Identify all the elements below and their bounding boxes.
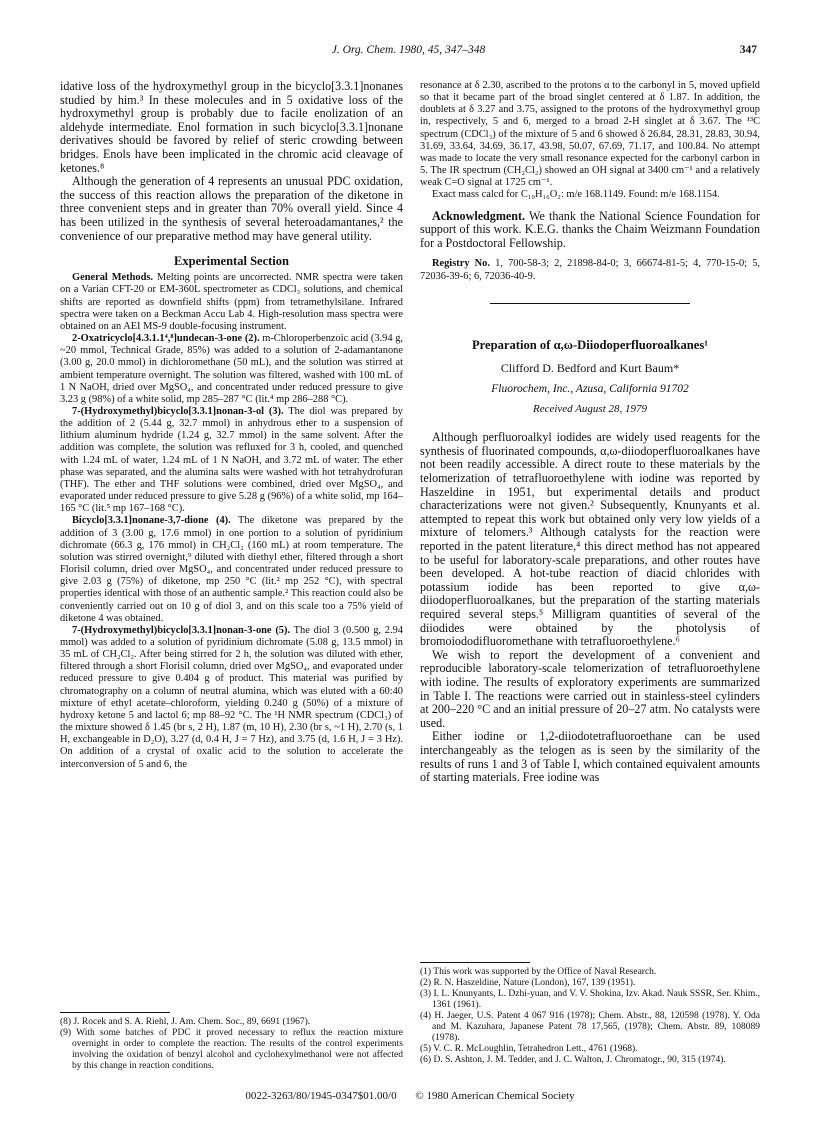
paragraph-text: We thank the National Science Foundation for support of this work. K.E.G. thanks the Chaim Weizmann Foundation for a Postdoctoral Fellowship. — [420, 208, 760, 250]
footnote: (6) D. S. Ashton, J. M. Tedder, and J. C. Walton, J. Chromatogr., 90, 315 (1974). — [420, 1055, 726, 1065]
page-footer — [60, 1090, 760, 1102]
registry-paragraph — [420, 258, 760, 282]
footnote: (9) With some batches of PDC it proved necessary to reflux the reaction mixture overnight in order to complete the reaction. The results of the control experiments involving the oxidation of benzyl alcohol and cyclohexylmethanol were not affected by this change in reaction conditions. — [60, 1028, 403, 1071]
page-number: 347 — [739, 44, 757, 56]
article-body-paragraph: We wish to report the development of a convenient and reproducible laboratory-scale telomerization of tetrafluoroethylene with iodine. The results of exploratory experiments are summarized in Table I. The reactions were carried out in stainless-steel cylinders at 200–220 °C and an initial pressure of 20–27 atm. No catalysts were used. — [420, 647, 760, 730]
journal-code: 0022-3263/80/1945-0347$01.00/0 — [245, 1090, 397, 1102]
journal-citation: J. Org. Chem. 1980, 45, 347–348 — [331, 44, 486, 56]
paragraph-heading: 7-(Hydroxymethyl)bicyclo[3.3.1]nonan-3-one (5). — [72, 624, 291, 636]
footnote-divider — [60, 1012, 170, 1013]
left-column — [60, 80, 403, 771]
paragraph-text: 1, 700-58-3; 2, 21898-84-0; 3, 66674-81-5; 4, 770-15-0; 5, 72036-39-6; 6, 72036-40-9. — [420, 258, 760, 282]
article-body-paragraph: Although perfluoroalkyl iodides are widely used reagents for the synthesis of fluorinated compounds, α,ω-diiodoperfluoroalkanes have not been readily accessible. A direct route to these materials by the telomerization of tetrafluoroethylene with iodine was reported by Haszeldine in 1951, but experimental details and product characterizations were not given.² Subsequently, Knunyants et al. attempted to repeat this work but obtained only very low yields of a mixture of telomers.³ Although catalysts for the reaction were reported in the patent literature,⁴ this direct method has not appeared to be useful for laboratory-scale preparations, and other routes have been developed. A hot-tube reaction of diacid chlorides with potassium iodide has been reported to give α,ω-diiodoperfluoroalkanes, but the preparation of the starting materials required several steps.⁵ Milligram quantities of several of the diiodides were obtained by the photolysis of bromoiododifluoromethane with tetrafluoroethylene.⁶ — [420, 430, 760, 649]
article-received-date: Received August 28, 1979 — [532, 403, 648, 416]
procedure-paragraph — [60, 625, 403, 771]
page-header — [60, 44, 757, 62]
paragraph-heading: 2-Oxatricyclo[4.3.1.1⁴,⁸]undecan-3-one (2). — [72, 333, 260, 345]
paragraph-heading: Bicyclo[3.3.1]nonane-3,7-dione (4). — [72, 515, 231, 527]
paragraph-text: Melting points are uncorrected. NMR spectra were taken on a Varian CFT-20 or EM-360L spectrometer as CDCl₃ solutions, and chemical shifts are reported as downfield shifts (ppm) from tetramethylsilane. Infrared spectra were taken on a Beckman Accu Lab 4. High-resolution mass spectra were obtained on an AEI MS-9 double-focusing instrument. — [60, 272, 403, 332]
right-column — [420, 80, 760, 785]
footnote-divider — [420, 962, 530, 963]
article-authors: Clifford D. Bedford and Kurt Baum* — [500, 360, 680, 375]
footnote: (3) I. L. Knunyants, L. Dzhi-yuan, and V. V. Shokina, Izv. Akad. Nauk SSSR, Ser. Khim., 1361 (1961). — [420, 989, 760, 1010]
mass-spec-paragraph: Exact mass calcd for C₁₀H₁₆O₂: m/e 168.1149. Found: m/e 168.1154. — [432, 189, 720, 201]
acknowledgment-paragraph — [420, 210, 760, 251]
left-footnotes — [60, 1012, 403, 1072]
right-footnotes — [420, 962, 760, 1066]
paragraph-text: m-Chloroperbenzoic acid (3.94 g, ~20 mmol, Technical Grade, 85%) was added to a solution of 2-adamantanone (3.00 g, 20.0 mmol) in dichloromethane (50 mL), and the solution was stirred at ambient temperature overnight. The solution was filtered, washed with 100 mL of 1 N NaOH, dried over MgSO₄, and concentrated under reduced pressure to give 3.23 g (98%) of a white solid, mp 285–287 °C (lit.⁴ mp 286–288 °C). — [60, 333, 403, 405]
footnote: (2) R. N. Haszeldine, Nature (London), 167, 139 (1951). — [420, 978, 636, 988]
intro-paragraph-2: Although the generation of 4 represents an unusual PDC oxidation, the success of this reaction allows the preparation of the diketone in three convenient steps and in greater than 70% overall yield. Since 4 has been utilized in the synthesis of several heteroadamantanes,² the convenience of our preparative method may have general utility. — [60, 174, 403, 243]
experimental-section-heading: Experimental Section — [174, 254, 289, 269]
article-affiliation: Fluorochem, Inc., Azusa, California 91702 — [491, 382, 689, 395]
paragraph-heading: Acknowledgment. — [432, 208, 526, 223]
procedure-paragraph — [60, 515, 403, 624]
footnote: (5) V. C. R. McLoughlin, Tetrahedron Lett., 4761 (1968). — [420, 1044, 638, 1054]
paragraph-text: The diketone was prepared by the addition of 3 (3.00 g, 17.6 mmol) in one portion to a solution of pyridinium dichromate (66.3 g, 176 mmol) in CH₂Cl₂ (160 mL) at room temperature. The solution was stirred overnight,⁹ diluted with diethyl ether, filtered through a short Florisil column, dried over MgSO₄, and concentrated under reduced pressure to give 2.03 g (75%) of diketone, mp 250 °C (lit.² mp 252 °C), with spectral properties identical with those of an authentic sample.² This reaction could also be conveniently carried out on 10 g of diol 3, and on this scale too a 75% yield of diketone 4 was obtained. — [60, 515, 403, 624]
procedure-paragraph — [60, 406, 403, 515]
article-divider — [490, 303, 690, 304]
procedure-paragraph — [60, 333, 403, 406]
intro-paragraph-1: idative loss of the hydroxymethyl group in the bicyclo[3.3.1]nonanes studied by him.³ In these molecules and in 5 oxidative loss of the hydroxymethyl group is probably due to facile enolization of an aldehyde intermediate. Enol formation in such bicyclo[3.3.1]nonane derivatives should be favored by relief of steric crowding between bridges. Enols have been implicated in the chromic acid cleavage of ketones.⁸ — [60, 79, 403, 175]
paragraph-heading: 7-(Hydroxymethyl)bicyclo[3.3.1]nonan-3-ol (3). — [72, 406, 284, 417]
paragraph-text: The diol was prepared by the addition of 2 (5.44 g, 32.7 mmol) in anhydrous ether to a suspension of lithium aluminum hydride (1.24 g, 32.7 mmol) in the same solvent. After the addition was complete, the solution was refluxed for 3 h, cooled, and quenched with 1.24 mL of water, 1.24 mL of 1 N NaOH, and 3.72 mL of water. The ether phase was separated, and the alumina salts were washed with hot tetrahydrofuran (THF). The ether and THF solutions were combined, dried over MgSO₄, and evaporated under reduced pressure to give 5.28 g (96%) of a white solid, mp 164–165 °C (lit.⁵ mp 167–168 °C). — [60, 406, 403, 515]
paragraph-text: The diol 3 (0.500 g, 2.94 mmol) was added to a solution of pyridinium dichromate (5.08 g, 13.5 mmol) in 35 mL of CH₂Cl₂. After being stirred for 2 h, the solution was diluted with ether, filtered through a short Florisil column, dried over MgSO₄, and evaporated under reduced pressure to give 0.404 g of product. This material was purified by chromatography on a column of neutral alumina, which was eluted with a 60:40 mixture of ethyl acetate–chloroform, yielding 0.240 g (50%) of a mixture of hydroxy ketone 5 and lactol 6; mp 88–92 °C. The ¹H NMR spectrum (CDCl₃) of the mixture showed δ 1.45 (br s, 2 H), 1.87 (m, 10 H), 2.30 (br s, ~1 H), 2.70 (s, 1 H, exchangeable in D₂O), 3.27 (d, 0.4 H, J = 7 Hz), and 3.75 (d, 1.6 H, J = 3 Hz). On addition of a crystal of oxalic acid to the solution to accelerate the interconversion of 5 and 6, the — [60, 624, 403, 770]
article-title: Preparation of α,ω-Diiodoperfluoroalkanes¹ — [471, 337, 709, 352]
article-body-paragraph: Either iodine or 1,2-diiodotetrafluoroethane can be used interchangeably as the telogen as is seen by the similarity of the results of runs 1 and 3 of Table I, which contained equivalent amounts of starting materials. Free iodine was — [420, 729, 760, 785]
footnote: (4) H. Jaeger, U.S. Patent 4 067 916 (1978); Chem. Abstr., 88, 120598 (1978). Y. Oda and M. Kazuhara, Japanese Patent 78 17,565, (1978); Chem. Abstr. 89, 108089 (1978). — [420, 1011, 760, 1043]
general-methods-paragraph — [60, 272, 403, 333]
copyright-notice: © 1980 American Chemical Society — [415, 1090, 575, 1102]
paragraph-heading: Registry No. — [432, 258, 490, 270]
paragraph-heading: General Methods. — [72, 272, 153, 284]
footnote: (8) J. Rocek and S. A. Riehl, J. Am. Chem. Soc., 89, 6691 (1967). — [60, 1017, 311, 1027]
continued-paragraph: resonance at δ 2.30, ascribed to the protons α to the carbonyl in 5, moved upfield so that it became part of the broad singlet centered at δ 1.87. In addition, the doublets at δ 3.27 and 3.75, assigned to the protons of the hydroxymethyl group in, respectively, 5 and 6, merged to a broad 2-H singlet at δ 3.67. The ¹³C spectrum (CDCl₃) of the mixture of 5 and 6 showed δ 26.84, 28.31, 28.83, 30.94, 31.69, 33.64, 34.69, 36.17, 43.98, 50.07, 67.69, 71.17, and 100.84. No attempt was made to locate the very small resonance expected for the carbonyl carbon in 5. The IR spectrum (CH₂Cl₂) showed an OH signal at 3400 cm⁻¹ and a relatively weak C=O signal at 1725 cm⁻¹. — [420, 80, 760, 189]
footnote: (1) This work was supported by the Office of Naval Research. — [420, 967, 657, 977]
